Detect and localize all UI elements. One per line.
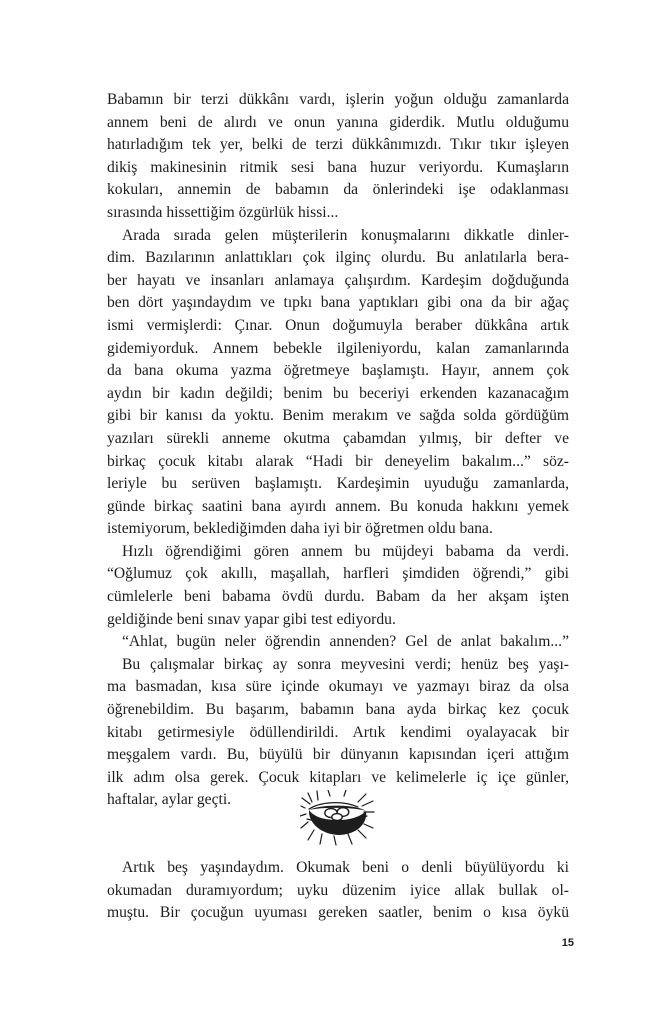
paragraph-last-line: geldiğinde beni sınav yapar gibi test ediyordu. <box>107 610 396 628</box>
text-section-1 <box>107 89 569 812</box>
paragraph-last-line: istemiyorum, beklediğimden daha iyi bir öğretmen oldu bana. <box>107 520 493 538</box>
text-line: ber hayatı ve insanları anlamaya çalışırdım. Kardeşim doğduğunda <box>107 271 569 289</box>
bird-nest-with-eggs-icon <box>300 790 376 846</box>
text-line: Hızlı öğrendiğimi gören annem bu müjdeyi babama da verdi. <box>122 542 569 560</box>
text-line: gibi bir kanısı da yoktu. Benim merakım ve sağda solda gördüğüm <box>107 407 569 425</box>
text-line: Arada sırada gelen müşterilerin konuşmalarını dikkatle dinler- <box>122 226 569 244</box>
text-line: Babamın bir terzi dükkânı vardı, işlerin yoğun olduğu zamanlarda <box>107 91 569 108</box>
page-number: 15 <box>561 937 574 949</box>
text-line: okumadan duramıyordum; uyku düzenim iyice allak bullak ol- <box>107 881 569 899</box>
text-line: da bana okuma yazma öğretmeye başlamıştı. Hayır, annem çok <box>107 362 569 380</box>
text-line: dim. Bazılarının anlattıkları çok ilginç olurdu. Bu anlatılarla bera- <box>107 249 569 267</box>
text-line: ismi vermişlerdi: Çınar. Onun doğumuyla beraber dükkâna artık <box>107 316 569 334</box>
text-line: günde birkaç saatini bana ayırdı annem. Bu konuda hakkını yemek <box>107 497 569 515</box>
text-line: Bu çalışmalar birkaç ay sonra meyvesini verdi; henüz beş yaşı- <box>122 655 569 673</box>
text-line: ilk adım olsa gerek. Çocuk kitapları ve kelimelerle iç içe günler, <box>107 768 569 786</box>
paragraph-last-line: haftalar, aylar geçti. <box>107 791 232 809</box>
text-line: kokuları, annemin de babamın da önlerindeki işe odaklanması <box>107 181 569 199</box>
text-line: cümlelerle beni babama övdü durdu. Babam da her akşam işten <box>107 588 569 606</box>
text-line: dikiş makinesinin ritmik sesi bana huzur veriyordu. Kumaşların <box>107 158 569 176</box>
text-line: leriyle bu serüven başlamıştı. Kardeşimin uyuduğu zamanlarda, <box>107 475 569 493</box>
text-line: aydın bir kadın değildi; benim bu beceriyi erkenden kazanacağım <box>107 384 569 402</box>
text-line: yazıları sürekli anneme okutma çabamdan yılmış, bir defter ve <box>107 429 569 447</box>
text-line: muştu. Bir çocuğun uyuması gereken saatler, benim o kısa öykü <box>107 904 569 922</box>
text-line: ben dört yaşındaydım ve tıpkı bana yaptıkları gibi ona da bir ağaç <box>107 294 569 312</box>
text-line: Artık beş yaşındaydım. Okumak beni o denli büyülüyordu ki <box>122 859 569 876</box>
text-line: hatırladığım tek yer, belki de terzi dükkânımızdı. Tıkır tıkır işleyen <box>107 136 569 154</box>
text-line: annem beni de alırdı ve onun yanına giderdik. Mutlu olduğumu <box>107 113 569 131</box>
text-line: “Oğlumuz çok akıllı, maşallah, harfleri şimdiden öğrendi,” gibi <box>107 565 569 583</box>
text-line: birkaç çocuk kitabı alarak “Hadi bir deneyelim bakalım...” söz- <box>107 452 569 470</box>
paragraph-last-line: sırasında hissettiğim özgürlük hissi... <box>107 203 339 221</box>
dialogue-line: “Ahlat, bugün neler öğrendin annenden? Gel de anlat bakalım...” <box>122 633 569 651</box>
text-line: gidemiyorduk. Annem bebekle ilgileniyordu, kalan zamanlarında <box>107 339 569 357</box>
text-line: ma basmadan, kısa süre içinde okumayı ve yazmayı biraz da olsa <box>107 678 569 696</box>
text-line: öğrenebildim. Bu başarım, babamın bana ayda birkaç kez çocuk <box>107 701 569 719</box>
text-line: kitabı getirmesiyle ödüllendirildi. Artık kendimi oyalayacak bir <box>107 723 569 741</box>
text-line: meşgalem vardı. Bu, büyülü bir dünyanın kapısından içeri attığım <box>107 746 569 764</box>
text-section-2 <box>107 857 569 925</box>
